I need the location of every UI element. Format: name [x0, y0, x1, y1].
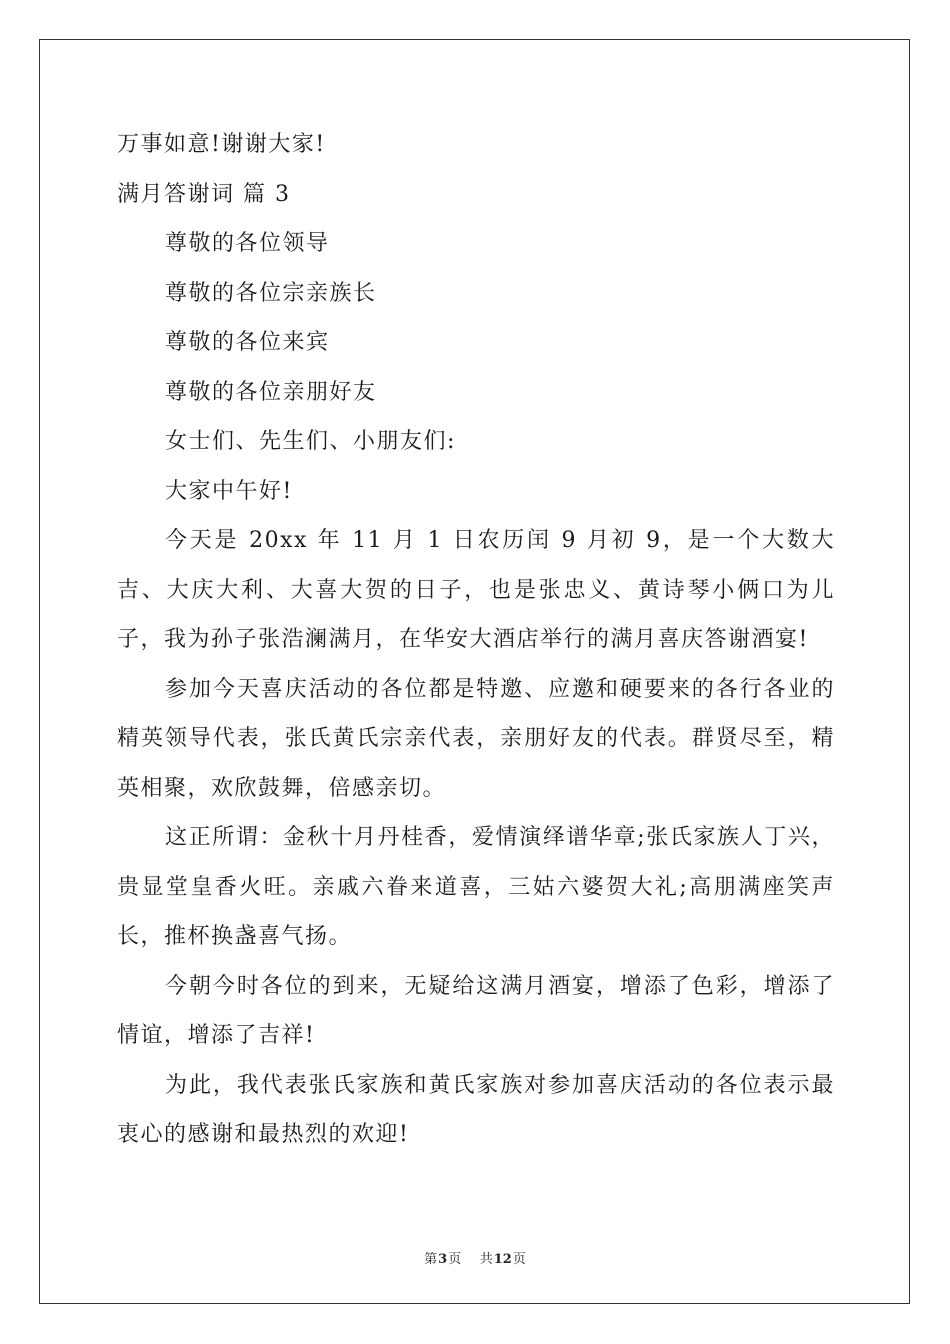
body-paragraph: 今天是 20xx 年 11 月 1 日农历闰 9 月初 9，是一个大数大吉、大庆大利、大喜大贺的日子，也是张忠义、黄诗琴小俩口为儿子，我为孙子张浩澜满月，在华安大酒店举行的满月喜庆答谢酒宴! [117, 528, 835, 652]
salutation-line: 尊敬的各位亲朋好友 [165, 379, 377, 405]
body-paragraph: 今朝今时各位的到来，无疑给这满月酒宴，增添了色彩，增添了情谊，增添了吉祥! [117, 973, 835, 1048]
text-line: 万事如意!谢谢大家! [117, 132, 326, 157]
total-suffix: 页 [512, 1252, 526, 1267]
body-paragraph: 参加今天喜庆活动的各位都是特邀、应邀和硬要来的各行各业的精英领导代表，张氏黄氏宗亲代表，亲朋好友的代表。群贤尽至，精英相聚，欢欣鼓舞，倍感亲切。 [117, 676, 835, 801]
page-prefix: 第 [424, 1252, 438, 1267]
salutation-line: 尊敬的各位来宾 [165, 330, 330, 355]
section-heading: 满月答谢词 篇 3 [117, 181, 291, 207]
document-body [117, 120, 835, 1160]
page-footer [0, 1248, 950, 1267]
greeting-line: 大家中午好! [165, 478, 293, 504]
body-paragraph: 为此，我代表张氏家族和黄氏家族对参加喜庆活动的各位表示最衷心的感谢和最热烈的欢迎! [117, 1072, 835, 1147]
salutation-line: 女士们、先生们、小朋友们: [165, 429, 456, 454]
page-suffix: 页 [448, 1252, 462, 1267]
total-prefix: 共 [479, 1252, 493, 1267]
salutation-line: 尊敬的各位领导 [165, 231, 330, 256]
page-number: 3 [438, 1252, 448, 1267]
salutation-line: 尊敬的各位宗亲族长 [165, 280, 377, 306]
body-paragraph: 这正所谓：金秋十月丹桂香，爱情演绎谱华章;张氏家族人丁兴，贵显堂皇香火旺。亲戚六眷来道喜，三姑六婆贺大礼;高朋满座笑声长，推杯换盏喜气扬。 [117, 825, 835, 949]
total-pages: 12 [493, 1252, 512, 1267]
